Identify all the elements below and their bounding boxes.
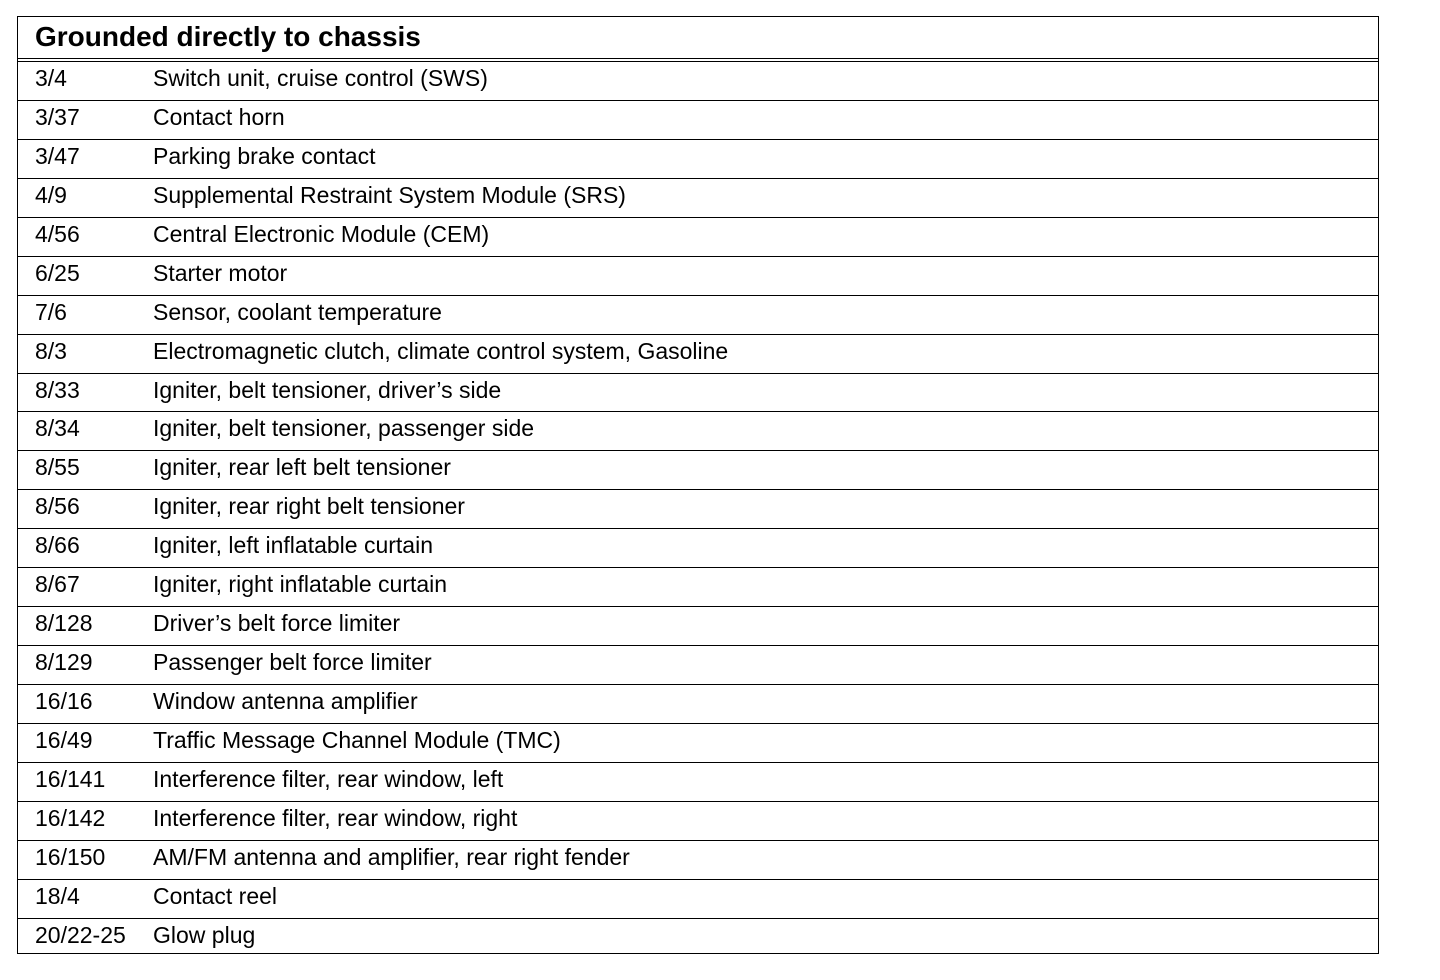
component-description: Passenger belt force limiter (153, 649, 432, 676)
table-row (18, 529, 1378, 568)
component-code: 8/128 (35, 610, 93, 637)
component-description: Igniter, belt tensioner, driver’s side (153, 376, 502, 403)
table-row (18, 802, 1378, 841)
table-row (18, 568, 1378, 607)
component-description: Parking brake contact (153, 142, 376, 169)
component-code: 16/141 (35, 765, 106, 792)
component-description: Central Electronic Module (CEM) (153, 220, 490, 247)
table-row (18, 724, 1378, 763)
table-row (18, 218, 1378, 257)
component-code: 8/34 (35, 415, 80, 442)
component-code: 16/49 (35, 726, 93, 753)
component-code: 8/33 (35, 376, 80, 403)
component-code: 7/6 (35, 298, 67, 325)
component-description: Igniter, right inflatable curtain (153, 571, 448, 598)
component-description: Interference filter, rear window, left (153, 765, 504, 792)
table-row (18, 179, 1378, 218)
component-code: 4/56 (35, 220, 80, 247)
table-row (18, 841, 1378, 880)
component-code: 8/129 (35, 649, 93, 676)
component-description: Traffic Message Channel Module (TMC) (153, 726, 561, 753)
table-row (18, 140, 1378, 179)
component-description: Igniter, left inflatable curtain (153, 532, 433, 559)
component-code: 18/4 (35, 882, 80, 909)
table-row (18, 257, 1378, 296)
component-code: 8/67 (35, 571, 80, 598)
component-description: Contact horn (153, 103, 285, 130)
table-row (18, 374, 1378, 413)
component-code: 3/47 (35, 142, 80, 169)
component-code: 3/4 (35, 65, 67, 91)
component-description: Starter motor (153, 259, 288, 286)
table-body (18, 62, 1378, 958)
component-description: Igniter, rear left belt tensioner (153, 454, 451, 481)
component-code: 3/37 (35, 103, 80, 130)
table-title: Grounded directly to chassis (18, 17, 1378, 59)
component-code: 8/55 (35, 454, 80, 481)
component-description: Electromagnetic clutch, climate control system, Gasoline (153, 337, 729, 364)
component-code: 4/9 (35, 181, 67, 208)
table-row (18, 101, 1378, 140)
component-code: 16/150 (35, 843, 106, 870)
table-row (18, 62, 1378, 101)
component-code: 8/56 (35, 493, 80, 520)
component-code: 16/142 (35, 804, 106, 831)
component-code: 8/3 (35, 337, 67, 364)
component-description: Igniter, belt tensioner, passenger side (153, 415, 535, 442)
component-description: Window antenna amplifier (153, 688, 418, 714)
table-row (18, 763, 1378, 802)
component-code: 6/25 (35, 259, 80, 286)
table-row (18, 685, 1378, 724)
component-description: Igniter, rear right belt tensioner (153, 493, 465, 520)
component-description: Driver’s belt force limiter (153, 610, 401, 637)
ground-points-table (17, 16, 1379, 954)
component-description: Contact reel (153, 882, 278, 909)
table-row (18, 412, 1378, 451)
component-code: 8/66 (35, 532, 80, 559)
table-row (18, 880, 1378, 919)
component-description: Supplemental Restraint System Module (SRS) (153, 181, 626, 208)
component-description: AM/FM antenna and amplifier, rear right fender (153, 843, 630, 870)
component-code: 20/22-25 (35, 921, 126, 948)
component-description: Interference filter, rear window, right (153, 804, 518, 831)
table-row (18, 451, 1378, 490)
table-row (18, 919, 1378, 958)
table-row (18, 335, 1378, 374)
table-row (18, 490, 1378, 529)
component-description: Glow plug (153, 921, 256, 948)
table-row (18, 296, 1378, 335)
component-code: 16/16 (35, 688, 93, 714)
component-description: Sensor, coolant temperature (153, 298, 442, 325)
table-row (18, 607, 1378, 646)
component-description: Switch unit, cruise control (SWS) (153, 65, 488, 91)
table-row (18, 646, 1378, 685)
